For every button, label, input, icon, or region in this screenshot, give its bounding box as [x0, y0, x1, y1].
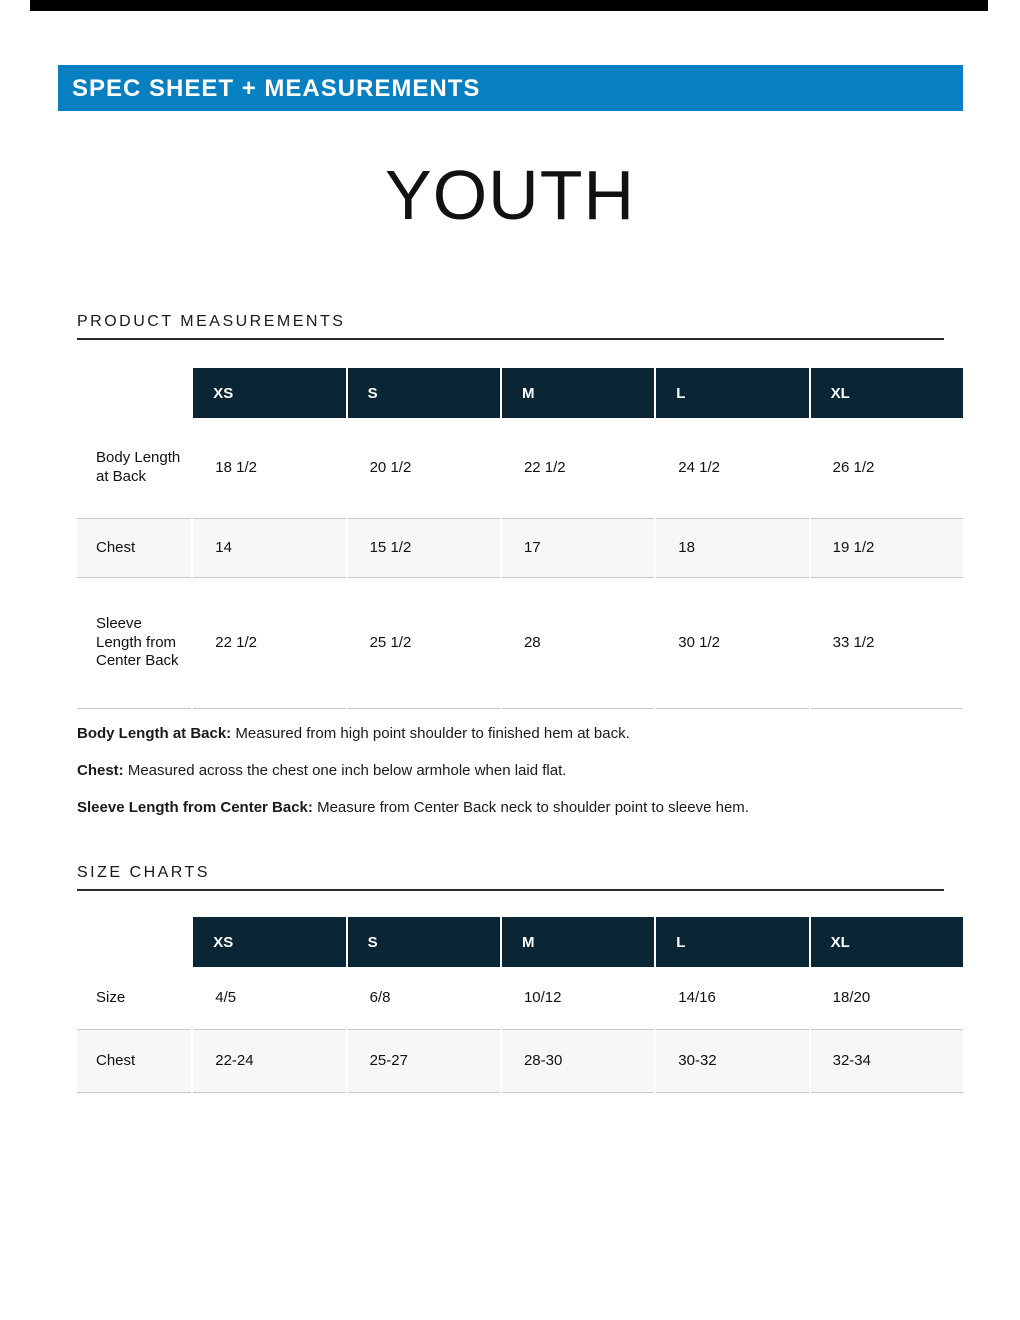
- size-charts-table: [75, 917, 965, 1093]
- column-header-xs: XS: [193, 917, 345, 967]
- column-header-s: S: [348, 917, 500, 967]
- measurement-definitions: [77, 723, 937, 834]
- cell-value: 19 1/2: [811, 519, 963, 578]
- definition-sleeve-length: [77, 797, 937, 819]
- table-row: [77, 418, 963, 519]
- table-row: [77, 578, 963, 709]
- table-corner-cell: [77, 917, 191, 967]
- row-label: Chest: [77, 1030, 191, 1093]
- cell-value: 18: [656, 519, 808, 578]
- table-corner-cell: [77, 368, 191, 418]
- definition-text: Measured across the chest one inch below armhole when laid flat.: [123, 762, 567, 779]
- definition-body-length: [77, 723, 937, 745]
- definition-term: Sleeve Length from Center Back:: [77, 799, 313, 816]
- cell-value: 22-24: [193, 1030, 345, 1093]
- row-label: Sleeve Length from Center Back: [77, 578, 191, 709]
- column-header-xl: XL: [811, 368, 963, 418]
- table-row: [77, 519, 963, 578]
- cell-value: 28: [502, 578, 654, 709]
- cell-value: 33 1/2: [811, 578, 963, 709]
- cell-value: 22 1/2: [502, 418, 654, 519]
- column-header-l: L: [656, 368, 808, 418]
- top-rule: [30, 0, 988, 11]
- cell-value: 26 1/2: [811, 418, 963, 519]
- cell-value: 14: [193, 519, 345, 578]
- cell-value: 22 1/2: [193, 578, 345, 709]
- definition-chest: [77, 760, 937, 782]
- size-charts-heading: SIZE CHARTS: [77, 864, 944, 891]
- definition-term: Body Length at Back:: [77, 725, 232, 742]
- row-label: Body Length at Back: [77, 418, 191, 519]
- cell-value: 15 1/2: [348, 519, 500, 578]
- cell-value: 20 1/2: [348, 418, 500, 519]
- cell-value: 4/5: [193, 967, 345, 1030]
- product-measurements-heading: PRODUCT MEASUREMENTS: [77, 313, 944, 340]
- definition-text: Measure from Center Back neck to shoulder point to sleeve hem.: [312, 799, 749, 816]
- cell-value: 14/16: [656, 967, 808, 1030]
- row-label: Size: [77, 967, 191, 1030]
- cell-value: 32-34: [811, 1030, 963, 1093]
- cell-value: 10/12: [502, 967, 654, 1030]
- column-header-s: S: [348, 368, 500, 418]
- cell-value: 17: [502, 519, 654, 578]
- cell-value: 18 1/2: [193, 418, 345, 519]
- banner-label: SPEC SHEET + MEASUREMENTS: [72, 75, 481, 102]
- table-header-row: [77, 368, 963, 418]
- page-title: YOUTH: [385, 156, 635, 234]
- column-header-xs: XS: [193, 368, 345, 418]
- product-measurements-table: [75, 368, 965, 709]
- cell-value: 6/8: [348, 967, 500, 1030]
- cell-value: 18/20: [811, 967, 963, 1030]
- cell-value: 25-27: [348, 1030, 500, 1093]
- definition-term: Chest:: [77, 762, 124, 779]
- cell-value: 30-32: [656, 1030, 808, 1093]
- column-header-m: M: [502, 917, 654, 967]
- cell-value: 24 1/2: [656, 418, 808, 519]
- cell-value: 30 1/2: [656, 578, 808, 709]
- cell-value: 25 1/2: [348, 578, 500, 709]
- column-header-m: M: [502, 368, 654, 418]
- definition-text: Measured from high point shoulder to finished hem at back.: [231, 725, 630, 742]
- column-header-xl: XL: [811, 917, 963, 967]
- table-row: [77, 1030, 963, 1093]
- cell-value: 28-30: [502, 1030, 654, 1093]
- spec-sheet-banner: [58, 65, 963, 111]
- column-header-l: L: [656, 917, 808, 967]
- row-label: Chest: [77, 519, 191, 578]
- table-row: [77, 967, 963, 1030]
- table-header-row: [77, 917, 963, 967]
